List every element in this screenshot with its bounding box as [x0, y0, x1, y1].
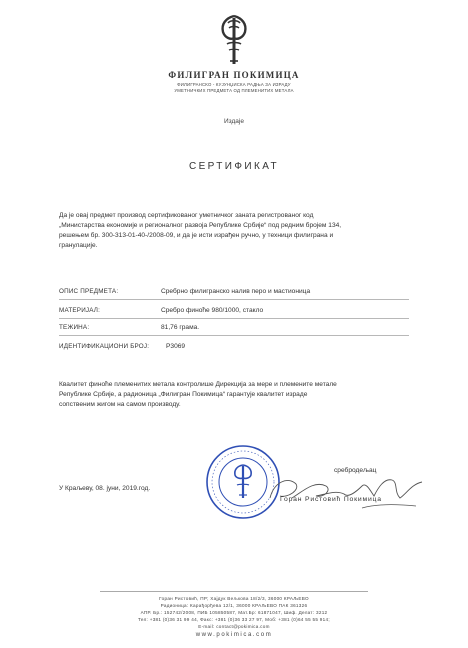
- quality-line-3: сопственим жигом на самом производу.: [59, 401, 181, 408]
- footer-email[interactable]: E-mail: contact@pokimica.com: [198, 624, 270, 629]
- signer-role: сребродељац: [334, 467, 377, 474]
- field-divider: [59, 318, 409, 319]
- field-value-description: Сребрно филигранско налив перо и мастионица: [161, 288, 311, 295]
- signer-name: Горан Ристовић Покимица: [280, 496, 382, 503]
- field-value-id: P3069: [166, 343, 186, 350]
- intro-line-3: решењем бр. 300-313-01-40-/2008-09, и да је исти израђен ручно, у техници филиграна и: [59, 232, 334, 239]
- footer-phones: Тел: +381 (0)36 31 99 44, Факс: +381 (0)36 33 27 97, Моб: +381 (0)64 55 55 914;: [138, 617, 330, 622]
- field-value-material: Сребро финоће 980/1000, стакло: [161, 307, 264, 314]
- brand-subline-2: УМЕТНИЧКИХ ПРЕДМЕТА ОД ПЛЕМЕНИТИХ МЕТАЛА: [174, 88, 294, 93]
- quality-line-2: Републике Србије, а радионица „Филигран Покимица“ гарантује квалитет израде: [59, 391, 308, 398]
- footer-divider: [100, 591, 368, 592]
- field-value-weight: 81,76 грама.: [161, 324, 200, 331]
- footer-registration: АПР. Бр.: 152742/2008, ПИБ 105850587, Мат.Бр: 61871047, Шиф. Делат: 3212: [140, 610, 328, 615]
- field-divider: [59, 299, 409, 300]
- brand-name: ФИЛИГРАН ПОКИМИЦА: [168, 70, 300, 80]
- field-label-id: ИДЕНТИФИКАЦИОНИ БРОЈ:: [59, 343, 150, 350]
- field-divider: [59, 335, 409, 336]
- field-label-description: ОПИС ПРЕДМЕТА:: [59, 288, 119, 295]
- footer-address: Горан Ристовић, ПР; Хајдук Вељкова 18/2/3, 36000 КРАЉЕВО: [159, 596, 309, 601]
- issued-by-label: Издаје: [224, 118, 244, 125]
- quality-line-1: Квалитет финоће племенитих метала контролише Дирекција за мере и племените метале: [59, 381, 337, 388]
- field-label-material: МАТЕРИЈАЛ:: [59, 307, 101, 314]
- brand-subline-1: ФИЛИГРАНСКО - КУЈУНЏИСКА РАДЊА ЗА ИЗРАДУ: [177, 82, 291, 87]
- handwritten-signature-icon: [266, 468, 426, 512]
- intro-line-4: гранулације.: [59, 242, 98, 249]
- issue-date: У Краљеву, 08. јуни, 2019.год.: [59, 485, 151, 492]
- certificate-title: СЕРТИФИКАТ: [188, 161, 280, 172]
- field-label-weight: ТЕЖИНА:: [59, 324, 90, 331]
- intro-line-2: „Министарства економије и регионалног развоја Републике Србије“ под редним бројем 134,: [59, 222, 342, 229]
- intro-line-1: Да је овај предмет производ сертификованог уметничког заната регистрованог код: [59, 212, 314, 219]
- footer-website[interactable]: www.pokimica.com: [195, 632, 273, 638]
- filigree-logo-icon: [217, 14, 251, 66]
- footer-workshop: Радионица: Карађорђева 12/1, 36000 КРАЉЕВО ПАК 361326: [160, 603, 308, 608]
